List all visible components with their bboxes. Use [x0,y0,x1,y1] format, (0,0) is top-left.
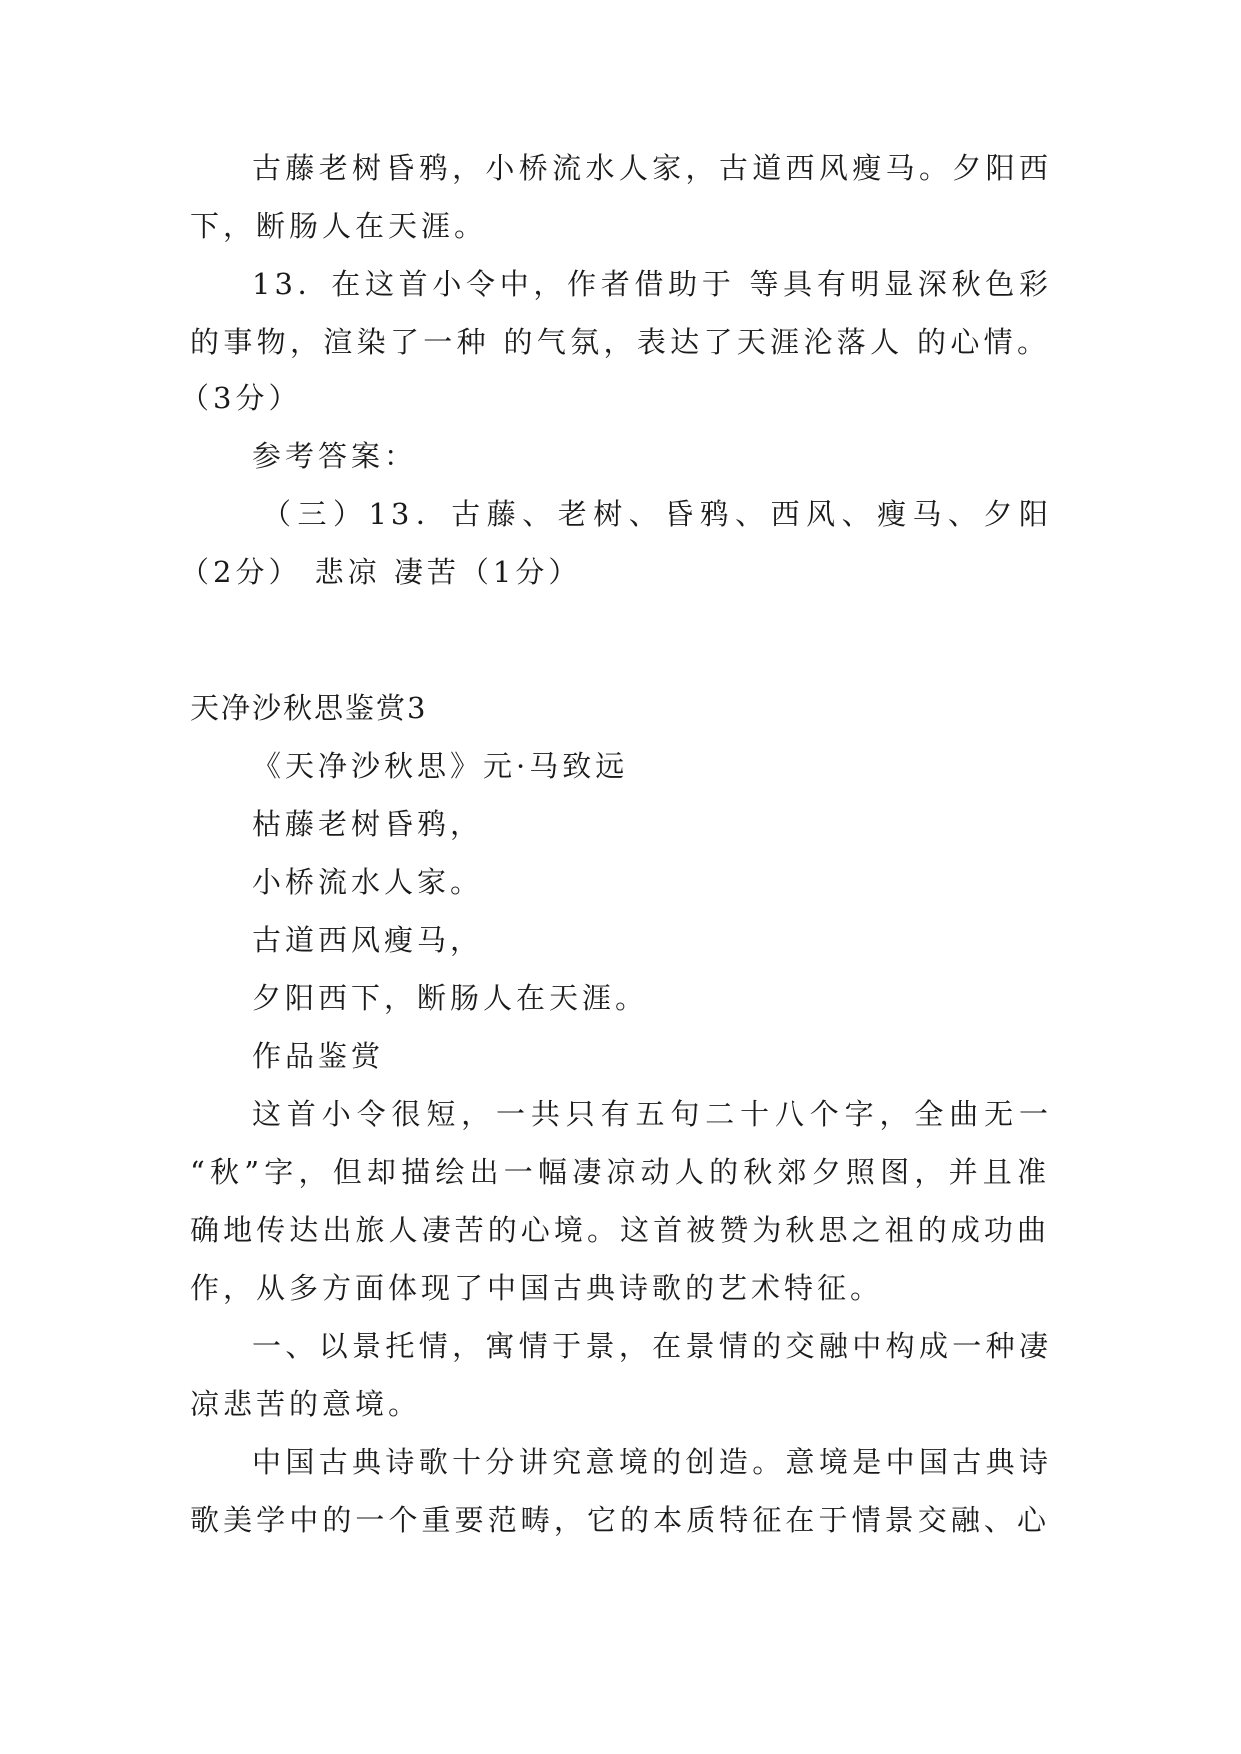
paragraph-line: 凉悲苦的意境。 [190,1387,422,1421]
poem-line: 小桥流水人家。 [252,865,484,899]
poem-line: 古道西风瘦马， [252,923,484,957]
poem-line: 夕阳西下，断肠人在天涯。 [252,981,649,1015]
question-score: （3分） [180,381,302,415]
appreciation-heading: 作品鉴赏 [252,1039,385,1073]
poem-title: 《天净沙秋思》元·马致远 [252,749,629,783]
question-text-line: 的事物，渲染了一种 的气氛，表达了天涯沦落人 的心情。 [190,325,1050,359]
paragraph-line: 歌美学中的一个重要范畴，它的本质特征在于情景交融、心 [190,1503,1050,1537]
answer-text-line: （三）13．古藤、老树、昏鸦、西风、瘦马、夕阳 [262,497,1052,531]
paragraph-line: 确地传达出旅人凄苦的心境。这首被赞为秋思之祖的成功曲 [190,1213,1050,1247]
poem-line: 枯藤老树昏鸦， [252,807,484,841]
answer-text-line: （2分） 悲凉 凄苦（1分） [180,555,582,589]
paragraph-line: “秋”字，但却描绘出一幅凄凉动人的秋郊夕照图，并且准 [190,1155,1050,1189]
poem-text-line: 下，断肠人在天涯。 [190,209,488,243]
poem-text-line: 古藤老树昏鸦，小桥流水人家，古道西风瘦马。夕阳西 [252,151,1052,185]
paragraph-line: 中国古典诗歌十分讲究意境的创造。意境是中国古典诗 [252,1445,1052,1479]
paragraph-line: 作，从多方面体现了中国古典诗歌的艺术特征。 [190,1271,884,1305]
paragraph-line: 这首小令很短，一共只有五句二十八个字，全曲无一 [252,1097,1052,1131]
section-heading: 天净沙秋思鉴赏3 [190,691,428,725]
paragraph-line: 一、以景托情，寓情于景，在景情的交融中构成一种凄 [252,1329,1052,1363]
answer-label: 参考答案： [252,439,418,473]
question-text-line: 13．在这首小令中，作者借助于 等具有明显深秋色彩 [252,267,1052,301]
